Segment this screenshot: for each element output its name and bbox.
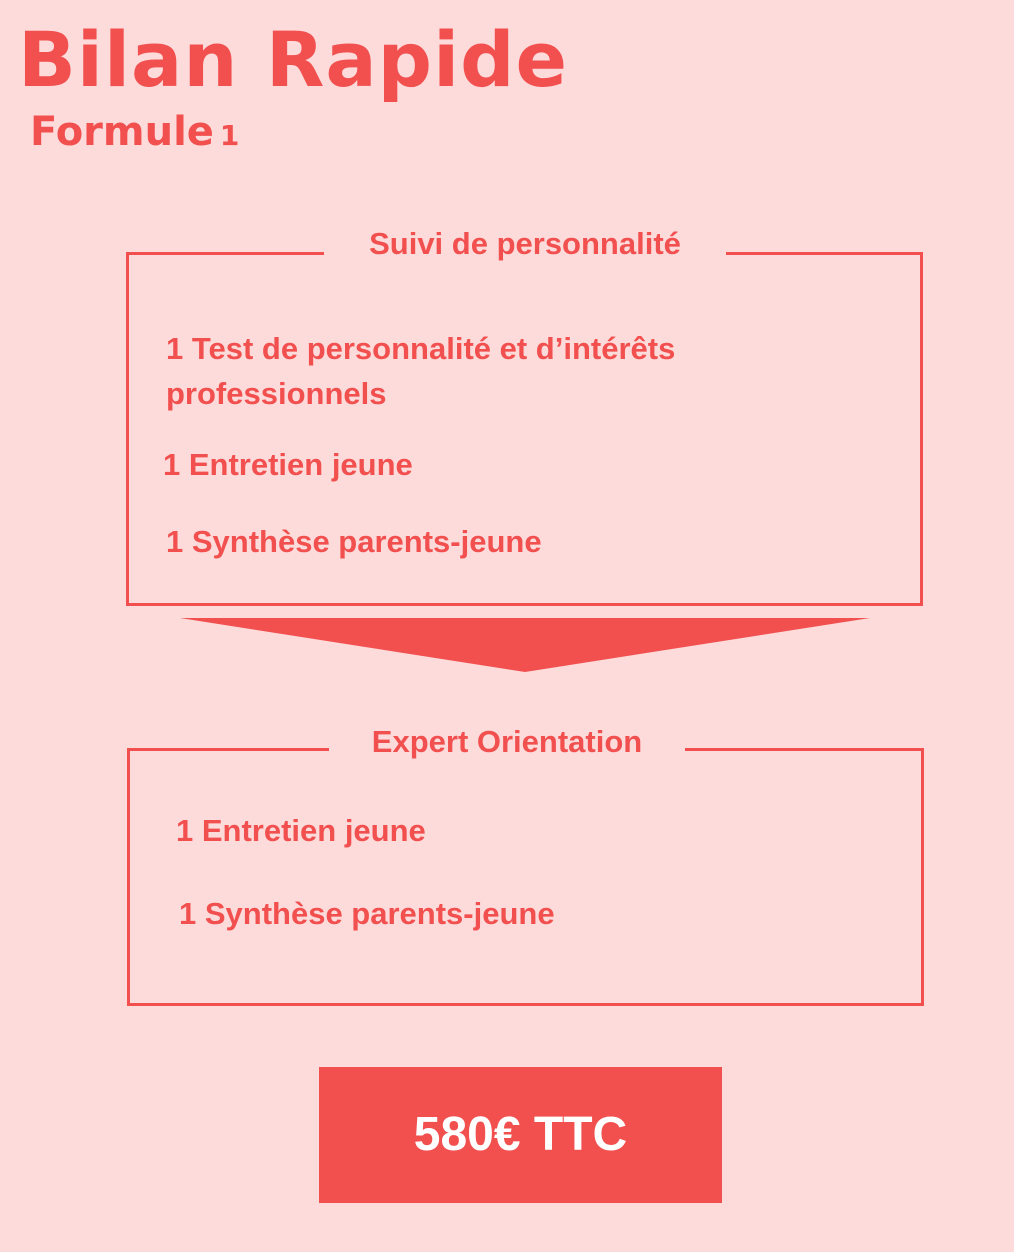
section2-item-entretien: 1 Entretien jeune bbox=[176, 813, 426, 848]
section1-item-synthese: 1 Synthèse parents-jeune bbox=[166, 524, 542, 559]
section1-item-entretien: 1 Entretien jeune bbox=[163, 447, 413, 482]
section-personnalite-label: Suivi de personnalité bbox=[324, 212, 726, 276]
down-arrow-icon bbox=[180, 618, 870, 672]
page-title: Bilan Rapide bbox=[18, 15, 569, 104]
subtitle-number: 1 bbox=[219, 119, 240, 152]
section-orientation-label: Expert Orientation bbox=[329, 710, 685, 774]
subtitle-text: Formule bbox=[30, 109, 214, 155]
section-orientation-box bbox=[127, 748, 924, 1006]
section1-item-test: 1 Test de personnalité et d’intérêts professionnels bbox=[166, 331, 676, 411]
section2-item-synthese: 1 Synthèse parents-jeune bbox=[179, 896, 555, 931]
page-subtitle bbox=[30, 104, 239, 164]
price-badge: 580€ TTC bbox=[319, 1067, 722, 1203]
